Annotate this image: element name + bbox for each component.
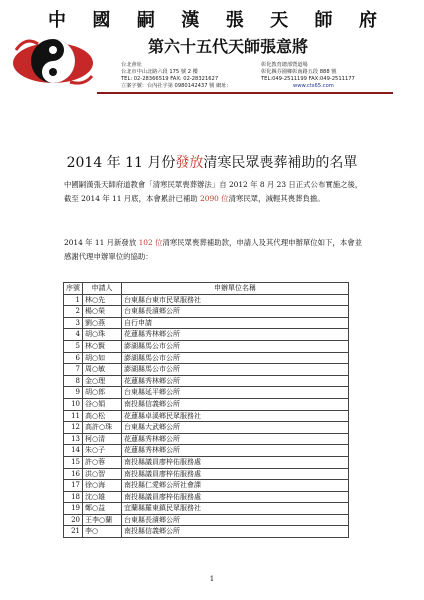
applicant-name: 洪○智 — [83, 468, 122, 480]
applicant-name: 谷○娟 — [83, 398, 122, 410]
table-row — [64, 526, 349, 538]
table-row — [64, 480, 349, 492]
applicant-name: 王李○蘭 — [83, 514, 122, 526]
page-number: 1 — [209, 575, 215, 583]
applicant-name: 高許○珠 — [83, 422, 122, 434]
applicant-name: 胡○珠 — [83, 329, 122, 341]
applicant-name: 徐○海 — [83, 480, 122, 492]
org-title-char: 張 — [225, 10, 245, 31]
org-title-char: 嗣 — [136, 10, 156, 31]
registration-line: 立案字號：台內社字第 0980142437 號 網址： — [121, 83, 232, 89]
applicant-name: 林○先 — [83, 294, 122, 306]
agency-name: 南投縣議員廖梓佑服務處 — [122, 456, 349, 468]
monthly-paragraph: 2014 年 11 月新發放 102 位清寒民眾喪葬補助款，申請人及其代理申辦單位如下，本會並感謝代理申辦單位的協助： — [64, 238, 362, 261]
website-link[interactable]: www.cts65.com — [293, 83, 334, 89]
applicant-name: 柯○清 — [83, 433, 122, 445]
table-row — [64, 422, 349, 434]
row-number: 3 — [64, 317, 83, 329]
agency-name: 澎湖縣馬公市公所 — [122, 352, 349, 364]
applicant-name: 胡○如 — [83, 352, 122, 364]
agency-name: 花蓮縣秀林鄉公所 — [122, 375, 349, 387]
row-number: 19 — [64, 503, 83, 515]
table-header-row — [64, 283, 349, 295]
row-number: 11 — [64, 410, 83, 422]
table-row — [64, 503, 349, 515]
changhua-address: 彰化教育總部暨道場 彰化縣芬園鄉彰南路五段 888 號 TEL:049-2511199 FAX:049-2511177 — [261, 62, 355, 82]
org-title-char: 天 — [270, 10, 290, 31]
column-header-unit: 申辦單位名稱 — [122, 283, 349, 295]
applicant-name: 高○松 — [83, 410, 122, 422]
agency-name: 台東縣長濱鄉公所 — [122, 514, 349, 526]
row-number: 14 — [64, 445, 83, 457]
agency-name: 澎湖縣馬公市公所 — [122, 340, 349, 352]
agency-name: 花蓮縣秀林鄉公所 — [122, 433, 349, 445]
row-number: 4 — [64, 329, 83, 341]
table-row — [64, 410, 349, 422]
agency-name: 花蓮縣卓溪鄉民眾服務社 — [122, 410, 349, 422]
table-row — [64, 491, 349, 503]
table-row — [64, 364, 349, 376]
applicant-name: 李○ — [83, 526, 122, 538]
applicant-name: 許○蓉 — [83, 456, 122, 468]
row-number: 6 — [64, 352, 83, 364]
row-number: 9 — [64, 387, 83, 399]
table-row — [64, 329, 349, 341]
agency-name: 宜蘭縣羅東鎮民眾服務社 — [122, 503, 349, 515]
row-number: 20 — [64, 514, 83, 526]
applicant-name: 朱○子 — [83, 445, 122, 457]
table-row — [64, 352, 349, 364]
agency-name: 南投縣議員廖梓佑服務處 — [122, 468, 349, 480]
monthly-count: 102 位 — [138, 238, 163, 247]
header-divider — [97, 92, 393, 94]
table-row — [64, 306, 349, 318]
row-number: 18 — [64, 491, 83, 503]
agency-name: 南投縣仁愛鄉公所社會課 — [122, 480, 349, 492]
org-title-char: 漢 — [181, 10, 201, 31]
row-number: 17 — [64, 480, 83, 492]
agency-name: 台東縣延平鄉公所 — [122, 387, 349, 399]
agency-name: 台東縣台東市民眾服務社 — [122, 294, 349, 306]
agency-name: 花蓮縣秀林鄉公所 — [122, 329, 349, 341]
table-row — [64, 294, 349, 306]
table-row — [64, 514, 349, 526]
row-number: 15 — [64, 456, 83, 468]
applicant-name: 林○賢 — [83, 340, 122, 352]
row-number: 13 — [64, 433, 83, 445]
column-header-applicant: 申請人 — [83, 283, 122, 295]
table-row — [64, 433, 349, 445]
agency-name: 南投縣信義鄉公所 — [122, 526, 349, 538]
table-row — [64, 317, 349, 329]
row-number: 5 — [64, 340, 83, 352]
intro-paragraph: 中國嗣漢張天師府道教會「清寒民眾喪葬辦法」自 2012 年 8 月 23 日正式公布實施之後，截至 2014 年 11 月底，本會累計已補助 2090 位清寒民眾，減輕其喪葬負擔。 — [64, 180, 363, 203]
organization-title — [48, 6, 378, 32]
row-number: 8 — [64, 375, 83, 387]
total-count: 2090 位 — [200, 194, 229, 203]
row-number: 2 — [64, 306, 83, 318]
table-row — [64, 445, 349, 457]
table-row — [64, 375, 349, 387]
agency-name: 台東縣大武鄉公所 — [122, 422, 349, 434]
tianshi-subtitle: 第六十五代天師張意將 — [148, 37, 309, 56]
applicant-name: 鄭○益 — [83, 503, 122, 515]
applicant-name: 周○敏 — [83, 364, 122, 376]
agency-name: 台東縣長濱鄉公所 — [122, 306, 349, 318]
applicant-name: 胡○郎 — [83, 387, 122, 399]
org-title-char: 國 — [92, 10, 112, 31]
row-number: 10 — [64, 398, 83, 410]
document-title: 2014 年 11 月份發放清寒民眾喪葬補助的名單 — [66, 155, 358, 171]
org-title-char: 師 — [314, 10, 334, 31]
applicant-name: 劉○燕 — [83, 317, 122, 329]
table-row — [64, 387, 349, 399]
agency-name: 南投縣議員廖梓佑服務處 — [122, 491, 349, 503]
org-title-char: 府 — [358, 10, 378, 31]
row-number: 1 — [64, 294, 83, 306]
table-row — [64, 468, 349, 480]
row-number: 16 — [64, 468, 83, 480]
taoist-logo-icon — [10, 32, 96, 90]
taipei-address: 台北會址 台北市中山北路六段 175 號 2 樓 TEL: 02-28366519 FAX: 02-28321627 — [121, 62, 219, 82]
row-number: 21 — [64, 526, 83, 538]
row-number: 12 — [64, 422, 83, 434]
agency-name: 澎湖縣馬公市公所 — [122, 364, 349, 376]
title-emphasis: 發放 — [175, 155, 204, 171]
table-row — [64, 398, 349, 410]
agency-name: 南投縣信義鄉公所 — [122, 398, 349, 410]
table-row — [64, 456, 349, 468]
recipient-table — [63, 282, 349, 538]
org-title-char: 中 — [48, 10, 67, 31]
agency-name: 自行申請 — [122, 317, 349, 329]
column-header-number: 序號 — [64, 283, 83, 295]
applicant-name: 楊○榮 — [83, 306, 122, 318]
agency-name: 花蓮縣秀林鄉公所 — [122, 445, 349, 457]
row-number: 7 — [64, 364, 83, 376]
applicant-name: 金○理 — [83, 375, 122, 387]
applicant-name: 沈○雄 — [83, 491, 122, 503]
table-row — [64, 340, 349, 352]
